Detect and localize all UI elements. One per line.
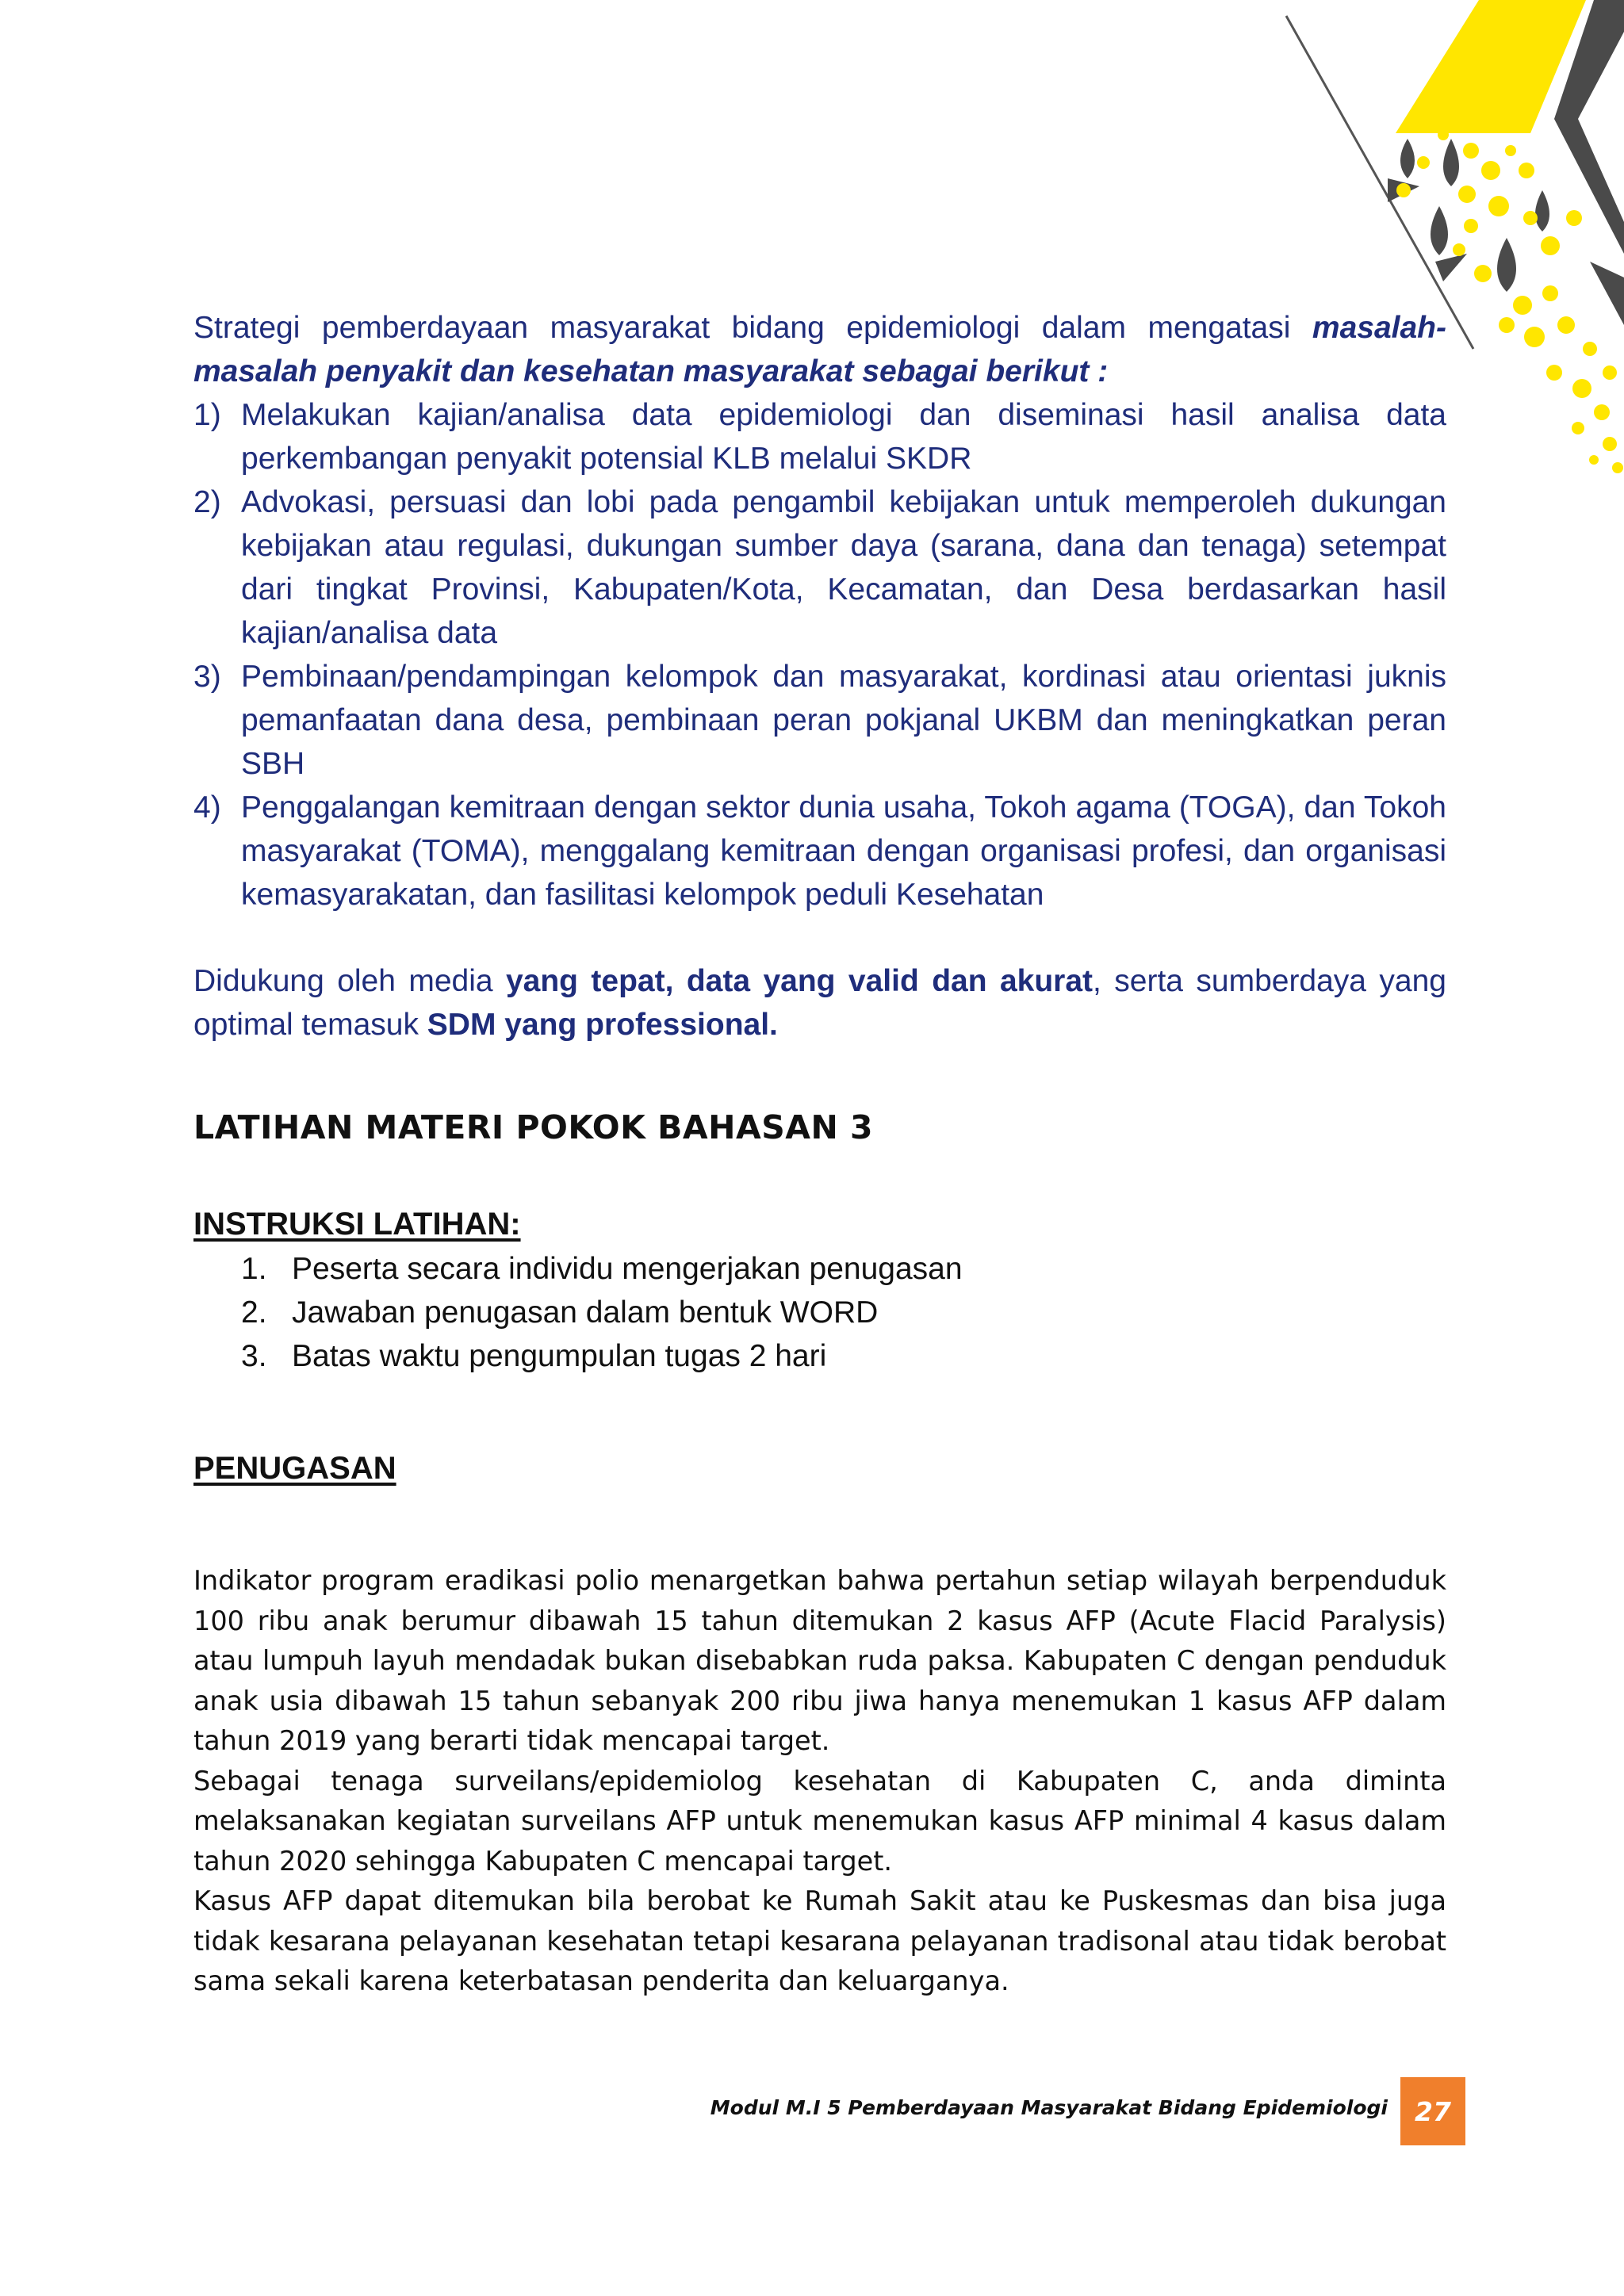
instruksi-item bbox=[241, 1334, 963, 1378]
strategy-section bbox=[193, 306, 1446, 1047]
penugasan-body bbox=[193, 1561, 1446, 2002]
instruksi-item-number: 2. bbox=[241, 1295, 267, 1330]
support-paragraph bbox=[193, 959, 1446, 1047]
strategy-item bbox=[193, 655, 1446, 786]
support-text-2: , serta sumberdaya yang optimal temasuk bbox=[193, 964, 1446, 1042]
instruksi-heading: INSTRUKSI LATIHAN: bbox=[193, 1207, 521, 1242]
instruksi-item-number: 1. bbox=[241, 1252, 267, 1286]
penugasan-paragraph: Sebagai tenaga surveilans/epidemiolog kesehatan di Kabupaten C, anda diminta melaksanakan kegiatan surveilans AFP untuk menemukan kasus AFP minimal 4 kasus dalam tahun 2020 sehingga Kabupaten C mencapai target. bbox=[193, 1765, 1446, 1877]
strategy-item-number: 4) bbox=[193, 790, 221, 825]
strategy-item bbox=[193, 480, 1446, 655]
instruksi-item-text: Batas waktu pengumpulan tugas 2 hari bbox=[292, 1339, 827, 1373]
support-text-1: Didukung oleh media bbox=[193, 964, 506, 998]
strategy-item bbox=[193, 786, 1446, 916]
page-number-badge bbox=[1400, 2077, 1465, 2145]
penugasan-paragraph: Indikator program eradikasi polio menargetkan bahwa pertahun setiap wilayah berpenduduk 100 ribu anak berumur dibawah 15 tahun ditemukan 2 kasus AFP (Acute Flacid Paralysis) atau lumpuh layuh mendadak bukan disebabkan ruda paksa. Kabupaten C dengan penduduk anak usia dibawah 15 tahun sebanyak 200 ribu jiwa hanya menemukan 1 kasus AFP dalam tahun 2019 yang berarti tidak mencapai target. bbox=[193, 1565, 1446, 1756]
strategy-item-text: Pembinaan/pendampingan kelompok dan masyarakat, kordinasi atau orientasi juknis pemanfaatan dana desa, pembinaan peran pokjanal UKBM dan meningkatkan peran SBH bbox=[241, 660, 1446, 781]
strategy-item-text: Melakukan kajian/analisa data epidemiologi dan diseminasi hasil analisa data perkembangan penyakit potensial KLB melalui SKDR bbox=[241, 398, 1446, 476]
footer-module-title: Modul M.I 5 Pemberdayaan Masyarakat Bidang Epidemiologi bbox=[710, 2096, 1388, 2119]
strategy-item bbox=[193, 393, 1446, 480]
strategy-item-text: Advokasi, persuasi dan lobi pada pengambil kebijakan untuk memperoleh dukungan kebijakan atau regulasi, dukungan sumber daya (sarana, dana dan tenaga) setempat dari tingkat Provinsi, Kabupaten/Kota, Kecamatan, dan Desa berdasarkan hasil kajian/analisa data bbox=[241, 485, 1446, 650]
strategy-intro bbox=[193, 306, 1446, 393]
instruksi-item bbox=[241, 1291, 963, 1334]
instruksi-item-text: Peserta secara individu mengerjakan penugasan bbox=[292, 1252, 963, 1286]
strategy-item-number: 1) bbox=[193, 398, 221, 432]
latihan-heading: LATIHAN MATERI POKOK BAHASAN 3 bbox=[193, 1108, 874, 1146]
strategy-item-number: 2) bbox=[193, 485, 221, 519]
strategy-item-number: 3) bbox=[193, 660, 221, 694]
support-emphasis-2: SDM yang professional. bbox=[427, 1008, 778, 1042]
penugasan-paragraph: Kasus AFP dapat ditemukan bila berobat ke Rumah Sakit atau ke Puskesmas dan bisa juga tidak kesarana pelayanan kesehatan tetapi kesarana pelayanan tradisonal atau tidak berobat sama sekali karena keterbatasan penderita dan keluarganya. bbox=[193, 1885, 1446, 1996]
instruksi-list bbox=[241, 1247, 963, 1378]
penugasan-heading: PENUGASAN bbox=[193, 1451, 396, 1486]
page-number: 27 bbox=[1415, 2095, 1451, 2127]
instruksi-item-text: Jawaban penugasan dalam bentuk WORD bbox=[292, 1295, 879, 1330]
instruksi-item bbox=[241, 1247, 963, 1291]
page-footer bbox=[710, 2077, 1507, 2145]
support-emphasis-1: yang tepat, data yang valid dan akurat bbox=[505, 964, 1094, 998]
strategy-intro-text: Strategi pemberdayaan masyarakat bidang epidemiologi dalam mengatasi bbox=[193, 311, 1312, 345]
strategy-list bbox=[193, 393, 1446, 916]
strategy-intro-emphasis: masalah-masalah penyakit dan kesehatan masyarakat sebagai berikut : bbox=[193, 311, 1446, 388]
instruksi-item-number: 3. bbox=[241, 1339, 267, 1373]
strategy-item-text: Penggalangan kemitraan dengan sektor dunia usaha, Tokoh agama (TOGA), dan Tokoh masyarakat (TOMA), menggalang kemitraan dengan organisasi profesi, dan organisasi kemasyarakatan, dan fasilitasi kelompok peduli Kesehatan bbox=[241, 790, 1446, 912]
